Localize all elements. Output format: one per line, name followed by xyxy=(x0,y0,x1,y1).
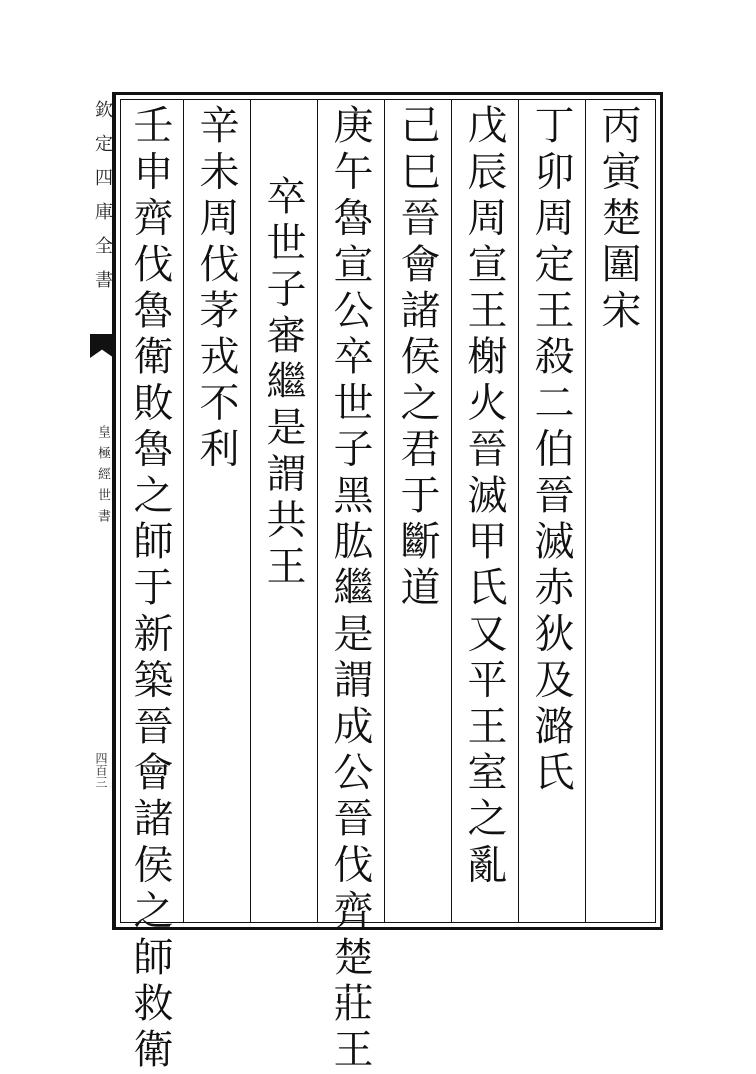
text-column: 壬申齊伐魯衛敗魯之師于新築晉會諸侯之師救衛 xyxy=(127,104,173,1074)
column-divider xyxy=(317,99,318,923)
column-divider xyxy=(518,99,519,923)
text-column: 丙寅楚圍宋 xyxy=(595,104,641,335)
book-title: 欽定四庫全書 xyxy=(92,100,113,304)
text-column: 己巳晉會諸侯之君于斷道 xyxy=(394,104,440,613)
column-divider xyxy=(451,99,452,923)
column-divider xyxy=(585,99,586,923)
text-column: 丁卯周定王殺二伯晉滅赤狄及潞氏 xyxy=(528,104,574,797)
page-number: 四百三 xyxy=(94,752,108,788)
text-column: 辛未周伐茅戎不利 xyxy=(193,104,239,474)
text-column: 庚午魯宣公卒世子黑肱繼是謂成公晉伐齊楚莊王 xyxy=(327,104,373,1074)
column-divider xyxy=(183,99,184,923)
text-column: 卒世子審繼是謂共王 xyxy=(260,175,306,591)
column-divider xyxy=(384,99,385,923)
text-column: 戊辰周宣王榭火晉滅甲氏又平王室之亂 xyxy=(461,104,507,890)
column-divider xyxy=(250,99,251,923)
section-title: 皇極經世書 xyxy=(95,425,110,530)
fishtail-mark xyxy=(90,334,114,358)
